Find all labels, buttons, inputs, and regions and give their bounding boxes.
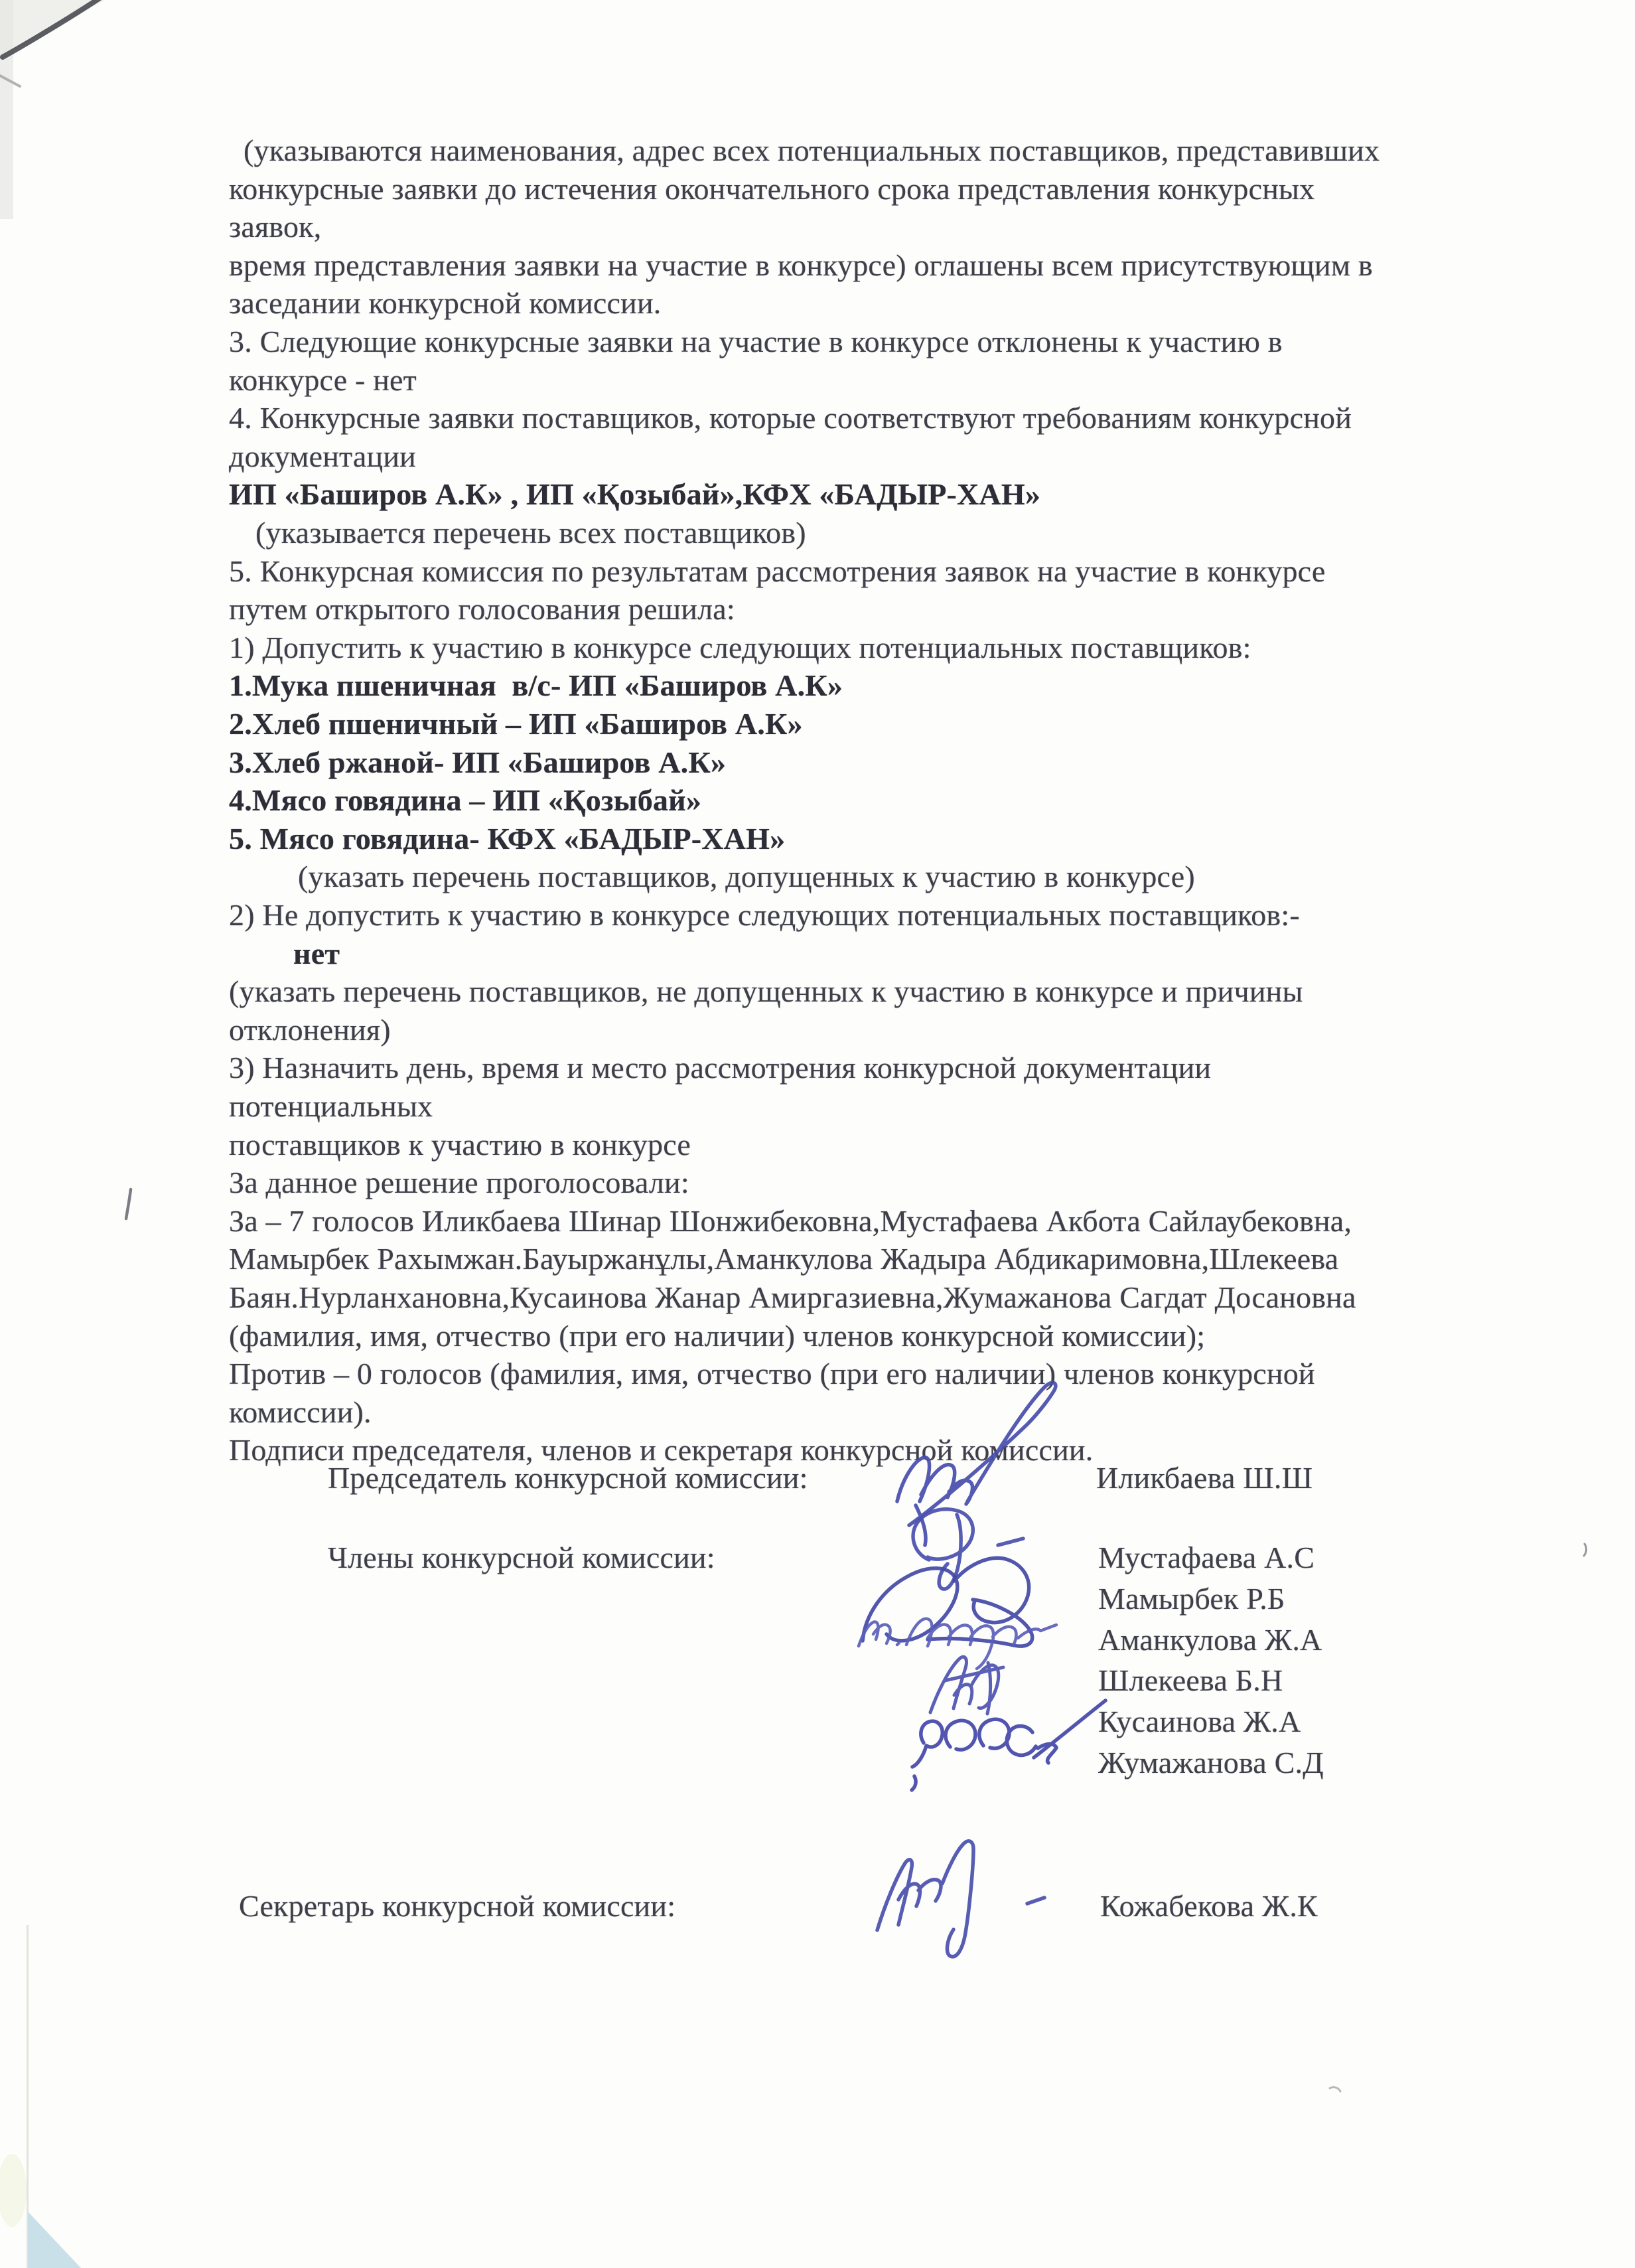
document-line: время представления заявки на участие в конкурсе) оглашены всем присутствующим в: [229, 248, 1373, 282]
document-line: конкурсные заявки до истечения окончательного срока представления конкурсных: [229, 171, 1315, 206]
document-line: потенциальных: [229, 1089, 433, 1123]
document-line: Подписи председателя, членов и секретаря конкурсной комиссии.: [229, 1433, 1094, 1468]
member-name: Аманкулова Ж.А: [1098, 1622, 1322, 1657]
document-line: отклонения): [229, 1012, 391, 1047]
chairman-name: Иликбаева Ш.Ш: [1096, 1461, 1313, 1495]
member-signature-zhumazhanova: [912, 1701, 1105, 1790]
member-signature-mustafaeva: [913, 1509, 1023, 1589]
document-line: Мамырбек Рахымжан.Бауыржанұлы,Аманкулова Жадыра Абдикаримовна,Шлекеева: [229, 1242, 1339, 1276]
small-speck-right: [1584, 1544, 1587, 1556]
document-line: 3. Следующие конкурсные заявки на участие в конкурсе отклонены к участию в: [229, 325, 1283, 358]
document-line: поставщиков к участию в конкурсе: [229, 1127, 691, 1162]
member-name: Мустафаева А.С: [1098, 1541, 1315, 1574]
document-line: За – 7 голосов Иликбаева Шинар Шонжибековна,Мустафаева Акбота Сайлаубековна,: [229, 1203, 1352, 1238]
document-line: Баян.Нурланхановна,Кусаинова Жанар Амиргазиевна,Жумажанова Сагдат Досановна: [229, 1280, 1356, 1314]
member-name: Жумажанова С.Д: [1098, 1746, 1324, 1779]
document-line: 3) Назначить день, время и место рассмотрения конкурсной документации: [229, 1051, 1212, 1085]
document-line: 5. Мясо говядина- КФХ «БАДЫР-ХАН»: [229, 821, 786, 856]
document-line: 2) Не допустить к участию в конкурсе следующих потенциальных поставщиков:-: [229, 898, 1300, 932]
document-line: путем открытого голосования решила:: [229, 592, 735, 627]
document-line: (указываются наименования, адрес всех потенциальных поставщиков, представивших: [244, 133, 1380, 167]
document-line: заявок,: [229, 210, 322, 244]
document-line: 1) Допустить к участию в конкурсе следующих потенциальных поставщиков:: [229, 630, 1251, 664]
member-signature-mamyrbek: [863, 1558, 1032, 1646]
document-line: 3.Хлеб ржаной- ИП «Баширов А.К»: [229, 745, 727, 779]
document-line: комиссии).: [229, 1395, 372, 1429]
secretary-name: Кожабекова Ж.К: [1100, 1889, 1318, 1923]
document-line: (указать перечень поставщиков, допущенных к участию в конкурсе): [298, 860, 1195, 894]
member-name: Кусаинова Ж.А: [1098, 1704, 1301, 1739]
document-line: 4.Мясо говядина – ИП «Қозыбай»: [229, 783, 702, 818]
secretary-label: Секретарь конкурсной комиссии:: [239, 1889, 676, 1923]
member-signature-amankulova: [859, 1619, 1056, 1669]
document-body: [229, 133, 1529, 1493]
members-label: Члены конкурсной комиссии:: [328, 1541, 715, 1574]
document-line: (указать перечень поставщиков, не допущенных к участию в конкурсе и причины: [229, 974, 1303, 1009]
document-line: нет: [293, 936, 340, 970]
small-speck-bottom: [1330, 2087, 1340, 2091]
document-line: 1.Мука пшеничная в/с- ИП «Баширов А.К»: [229, 668, 843, 703]
document-line: документации: [229, 439, 416, 473]
document-line: (фамилия, имя, отчество (при его наличии) членов конкурсной комиссии);: [229, 1318, 1206, 1353]
document-line: заседании конкурсной комиссии.: [229, 286, 662, 321]
document-line: Против – 0 голосов (фамилия, имя, отчество (при его наличии) членов конкурсной: [229, 1357, 1315, 1391]
secretary-signature: [877, 1841, 1044, 1957]
page-corner-fold-artifact: [0, 0, 105, 219]
stray-pen-mark: [126, 1189, 131, 1219]
document-line: (указывается перечень всех поставщиков): [255, 516, 806, 550]
document-line: ИП «Баширов А.К» , ИП «Қозыбай»,КФХ «БАДЫР-ХАН»: [229, 477, 1041, 512]
document-line: За данное решение проголосовали:: [229, 1166, 689, 1200]
bottom-left-scan-artifact: [0, 1925, 81, 2268]
member-signature-shlekeeva: [930, 1657, 1003, 1714]
member-name: Мамырбек Р.Б: [1098, 1581, 1285, 1616]
document-line: 2.Хлеб пшеничный – ИП «Баширов А.К»: [229, 707, 803, 741]
document-line: 4. Конкурсные заявки поставщиков, которые соответствуют требованиям конкурсной: [229, 401, 1352, 435]
chairman-label: Председатель конкурсной комиссии:: [328, 1461, 808, 1495]
member-name: Шлекеева Б.Н: [1098, 1663, 1283, 1698]
document-line: конкурсе - нет: [229, 362, 417, 397]
document-line: 5. Конкурсная комиссия по результатам рассмотрения заявок на участие в конкурсе: [229, 554, 1326, 588]
